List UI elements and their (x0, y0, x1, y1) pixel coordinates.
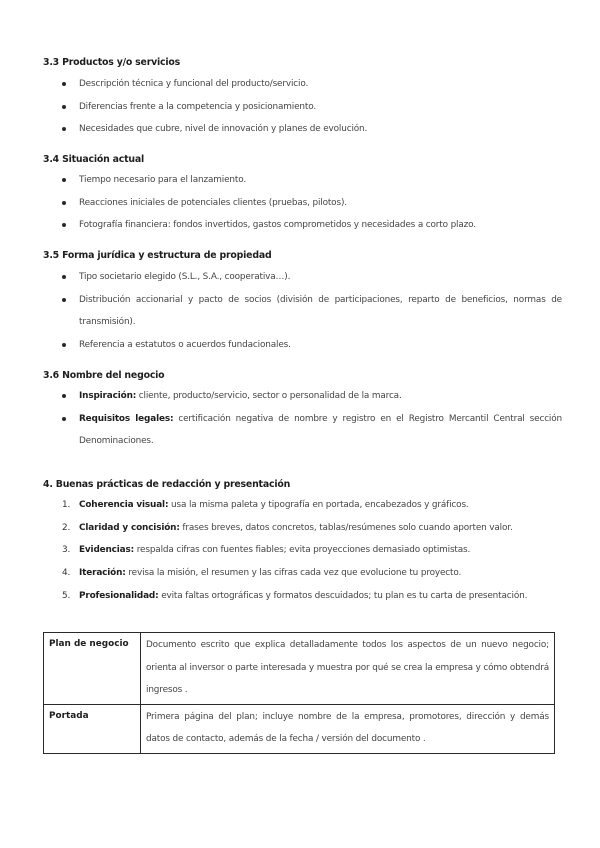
list-item: Referencia a estatutos o acuerdos fundacionales. (62, 334, 562, 357)
bullet-icon (62, 275, 66, 279)
bullet-icon (62, 201, 66, 205)
list-item: 3. Evidencias: respalda cifras con fuentes fiables; evita proyecciones demasiado optimistas. (62, 545, 471, 556)
list-item: Distribución accionarial y pacto de socios (división de participaciones, reparto de beneficios, normas de transmisión). (62, 289, 562, 334)
list-item: 5. Profesionalidad: evita faltas ortográficas y formatos descuidados; tu plan es tu carta de presentación. (62, 590, 528, 601)
glossary-term: Plan de negocio (44, 633, 141, 705)
list-item: Tiempo necesario para el lanzamiento. (62, 169, 562, 192)
glossary-definition: Documento escrito que explica detalladamente todos los aspectos de un nuevo negocio; orienta al inversor o parte interesada y muestra por qué se crea la empresa y cómo obtendrá ingresos . (141, 633, 555, 705)
section-3-6-list (62, 385, 562, 453)
bullet-icon (62, 223, 66, 227)
table-row (44, 633, 555, 705)
list-item: Descripción técnica y funcional del producto/servicio. (62, 73, 562, 96)
section-4-list (62, 494, 562, 608)
list-item: Necesidades que cubre, nivel de innovación y planes de evolución. (62, 118, 562, 141)
bullet-icon (62, 343, 66, 347)
list-item: Requisitos legales: certificación negativa de nombre y registro en el Registro Mercantil Central sección Denominaciones. (62, 408, 562, 453)
list-item: Reacciones iniciales de potenciales clientes (pruebas, pilotos). (62, 192, 562, 215)
glossary-term: Portada (44, 704, 141, 753)
glossary-definition: Primera página del plan; incluye nombre de la empresa, promotores, dirección y demás datos de contacto, además de la fecha / versión del documento . (141, 704, 555, 753)
list-item: 2. Claridad y concisión: frases breves, datos concretos, tablas/resúmenes solo cuando aporten valor. (62, 522, 513, 533)
section-3-4-heading: 3.4 Situación actual (43, 154, 145, 165)
bullet-icon (62, 105, 66, 109)
list-item: Inspiración: cliente, producto/servicio, sector o personalidad de la marca. (62, 385, 562, 408)
section-3-5-heading: 3.5 Forma jurídica y estructura de propiedad (43, 250, 272, 261)
list-item: Tipo societario elegido (S.L., S.A., cooperativa…). (62, 266, 562, 289)
glossary-table (43, 632, 555, 754)
section-3-3-list (62, 73, 562, 141)
bullet-icon (62, 394, 66, 398)
table-row (44, 704, 555, 753)
section-4-heading: 4. Buenas prácticas de redacción y presentación (43, 479, 291, 490)
bullet-icon (62, 417, 66, 421)
bullet-icon (62, 178, 66, 182)
list-item: Diferencias frente a la competencia y posicionamiento. (62, 96, 562, 119)
section-3-3-heading: 3.3 Productos y/o servicios (43, 57, 181, 68)
list-item: 1. Coherencia visual: usa la misma paleta y tipografía en portada, encabezados y gráficos. (62, 500, 469, 510)
list-item: Fotografía financiera: fondos invertidos, gastos comprometidos y necesidades a corto plazo. (62, 214, 562, 237)
list-item: 4. Iteración: revisa la misión, el resumen y las cifras cada vez que evolucione tu proyecto. (62, 568, 462, 579)
bullet-icon (62, 127, 66, 131)
section-3-6-heading: 3.6 Nombre del negocio (43, 370, 165, 381)
section-3-5-list (62, 266, 562, 356)
bullet-icon (62, 82, 66, 86)
bullet-icon (62, 298, 66, 302)
section-3-4-list (62, 169, 562, 237)
